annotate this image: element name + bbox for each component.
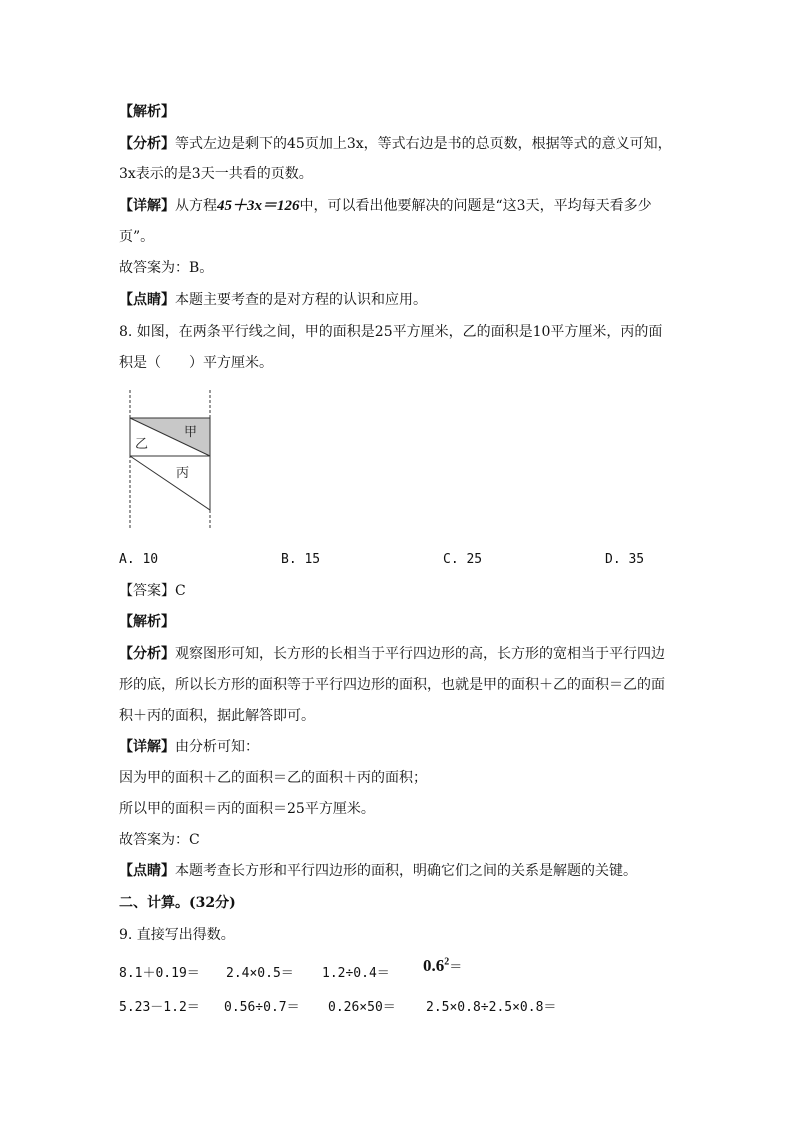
- q8-fenxi-line-2: 形的底，所以长方形的面积等于平行四边形的面积，也就是甲的面积＋乙的面积＝乙的面: [119, 677, 665, 693]
- q9-item-6: 0.56÷0.7＝: [224, 1000, 300, 1015]
- q7-fenxi-text-1: 等式左边是剩下的45页加上3x，等式右边是书的总页数，根据等式的意义可知，: [175, 136, 672, 152]
- q8-stem-line-1: 8. 如图，在两条平行线之间，甲的面积是25平方厘米，乙的面积是10平方厘米，丙的面: [119, 324, 663, 340]
- q8-jiexi-heading: 【解析】: [119, 614, 175, 630]
- q7-jiexi-heading: 【解析】: [119, 104, 175, 120]
- section-2-title: 二、计算。(32分): [119, 895, 236, 911]
- q7-equation: 45＋3x＝126: [217, 198, 300, 214]
- q8-xiangjie-tag: 【详解】: [119, 739, 175, 755]
- q7-fenxi-line-1: [119, 134, 672, 154]
- q7-fenxi-line-2: 3x表示的是3天一共看的页数。: [119, 166, 313, 182]
- q9-square-exp: 2: [444, 956, 450, 968]
- q9-item-5: 5.23－1.2＝: [119, 1000, 200, 1015]
- q7-xiangjie-tag: 【详解】: [119, 198, 175, 214]
- q7-dianjing-tag: 【点睛】: [119, 292, 175, 308]
- label-bing: 丙: [176, 466, 190, 481]
- label-jia: 甲: [184, 425, 198, 440]
- q8-stem-line-2: 积是（ ）平方厘米。: [119, 355, 273, 371]
- q7-answer: 故答案为：B。: [119, 260, 214, 276]
- q8-fenxi-line-3: 积＋丙的面积，据此解答即可。: [119, 708, 315, 724]
- q9-item-1: 8.1＋0.19＝: [119, 966, 200, 981]
- q7-dianjing-line: [119, 290, 427, 310]
- q7-fenxi-tag: 【分析】: [119, 136, 175, 152]
- q8-answer: 【答案】C: [119, 583, 186, 599]
- q9-square-eq: ＝: [449, 960, 463, 975]
- q8-dianjing-line: [119, 861, 637, 881]
- q9-square-base: 0.6: [423, 956, 445, 975]
- q7-xiangjie-line-1: [119, 196, 652, 216]
- q9-item-7: 0.26×50＝: [328, 1000, 396, 1015]
- q8-dianjing-tag: 【点睛】: [119, 863, 175, 879]
- q8-dianjing-text: 本题考查长方形和平行四边形的面积，明确它们之间的关系是解题的关键。: [175, 863, 637, 879]
- q8-fenxi-tag: 【分析】: [119, 646, 175, 662]
- q8-fenxi-text-1: 观察图形可知，长方形的长相当于平行四边形的高，长方形的宽相当于平行四边: [175, 646, 665, 662]
- q8-option-a: A. 10: [119, 552, 159, 567]
- q9-item-8: 2.5×0.8÷2.5×0.8＝: [426, 1000, 557, 1015]
- q9-item-2: 2.4×0.5＝: [226, 966, 294, 981]
- q9-item-4: [423, 956, 462, 976]
- q7-xiangjie-line-2: 页”。: [119, 229, 155, 245]
- q9-stem: 9. 直接写出得数。: [119, 927, 235, 943]
- q8-step-2: 所以甲的面积＝丙的面积＝25平方厘米。: [119, 801, 375, 817]
- q7-dianjing-text: 本题主要考查的是对方程的认识和应用。: [175, 292, 427, 308]
- q8-step-1: 因为甲的面积＋乙的面积＝乙的面积＋丙的面积；: [119, 770, 427, 786]
- q9-item-3: 1.2÷0.4＝: [322, 966, 390, 981]
- q8-figure: [120, 388, 220, 530]
- q8-option-c: C. 25: [443, 552, 483, 567]
- q8-fenxi-line-1: [119, 644, 665, 664]
- q7-xiangjie-post: 中，可以看出他要解决的问题是“这3天，平均每天看多少: [299, 198, 652, 214]
- label-yi: 乙: [135, 437, 149, 452]
- q8-final-answer: 故答案为：C: [119, 832, 200, 848]
- q7-xiangjie-pre: 从方程: [175, 198, 217, 214]
- q8-xiangjie-line: [119, 737, 259, 757]
- q8-xiangjie-text: 由分析可知：: [175, 739, 259, 755]
- q8-option-d: D. 35: [605, 552, 645, 567]
- q8-option-b: B. 15: [281, 552, 321, 567]
